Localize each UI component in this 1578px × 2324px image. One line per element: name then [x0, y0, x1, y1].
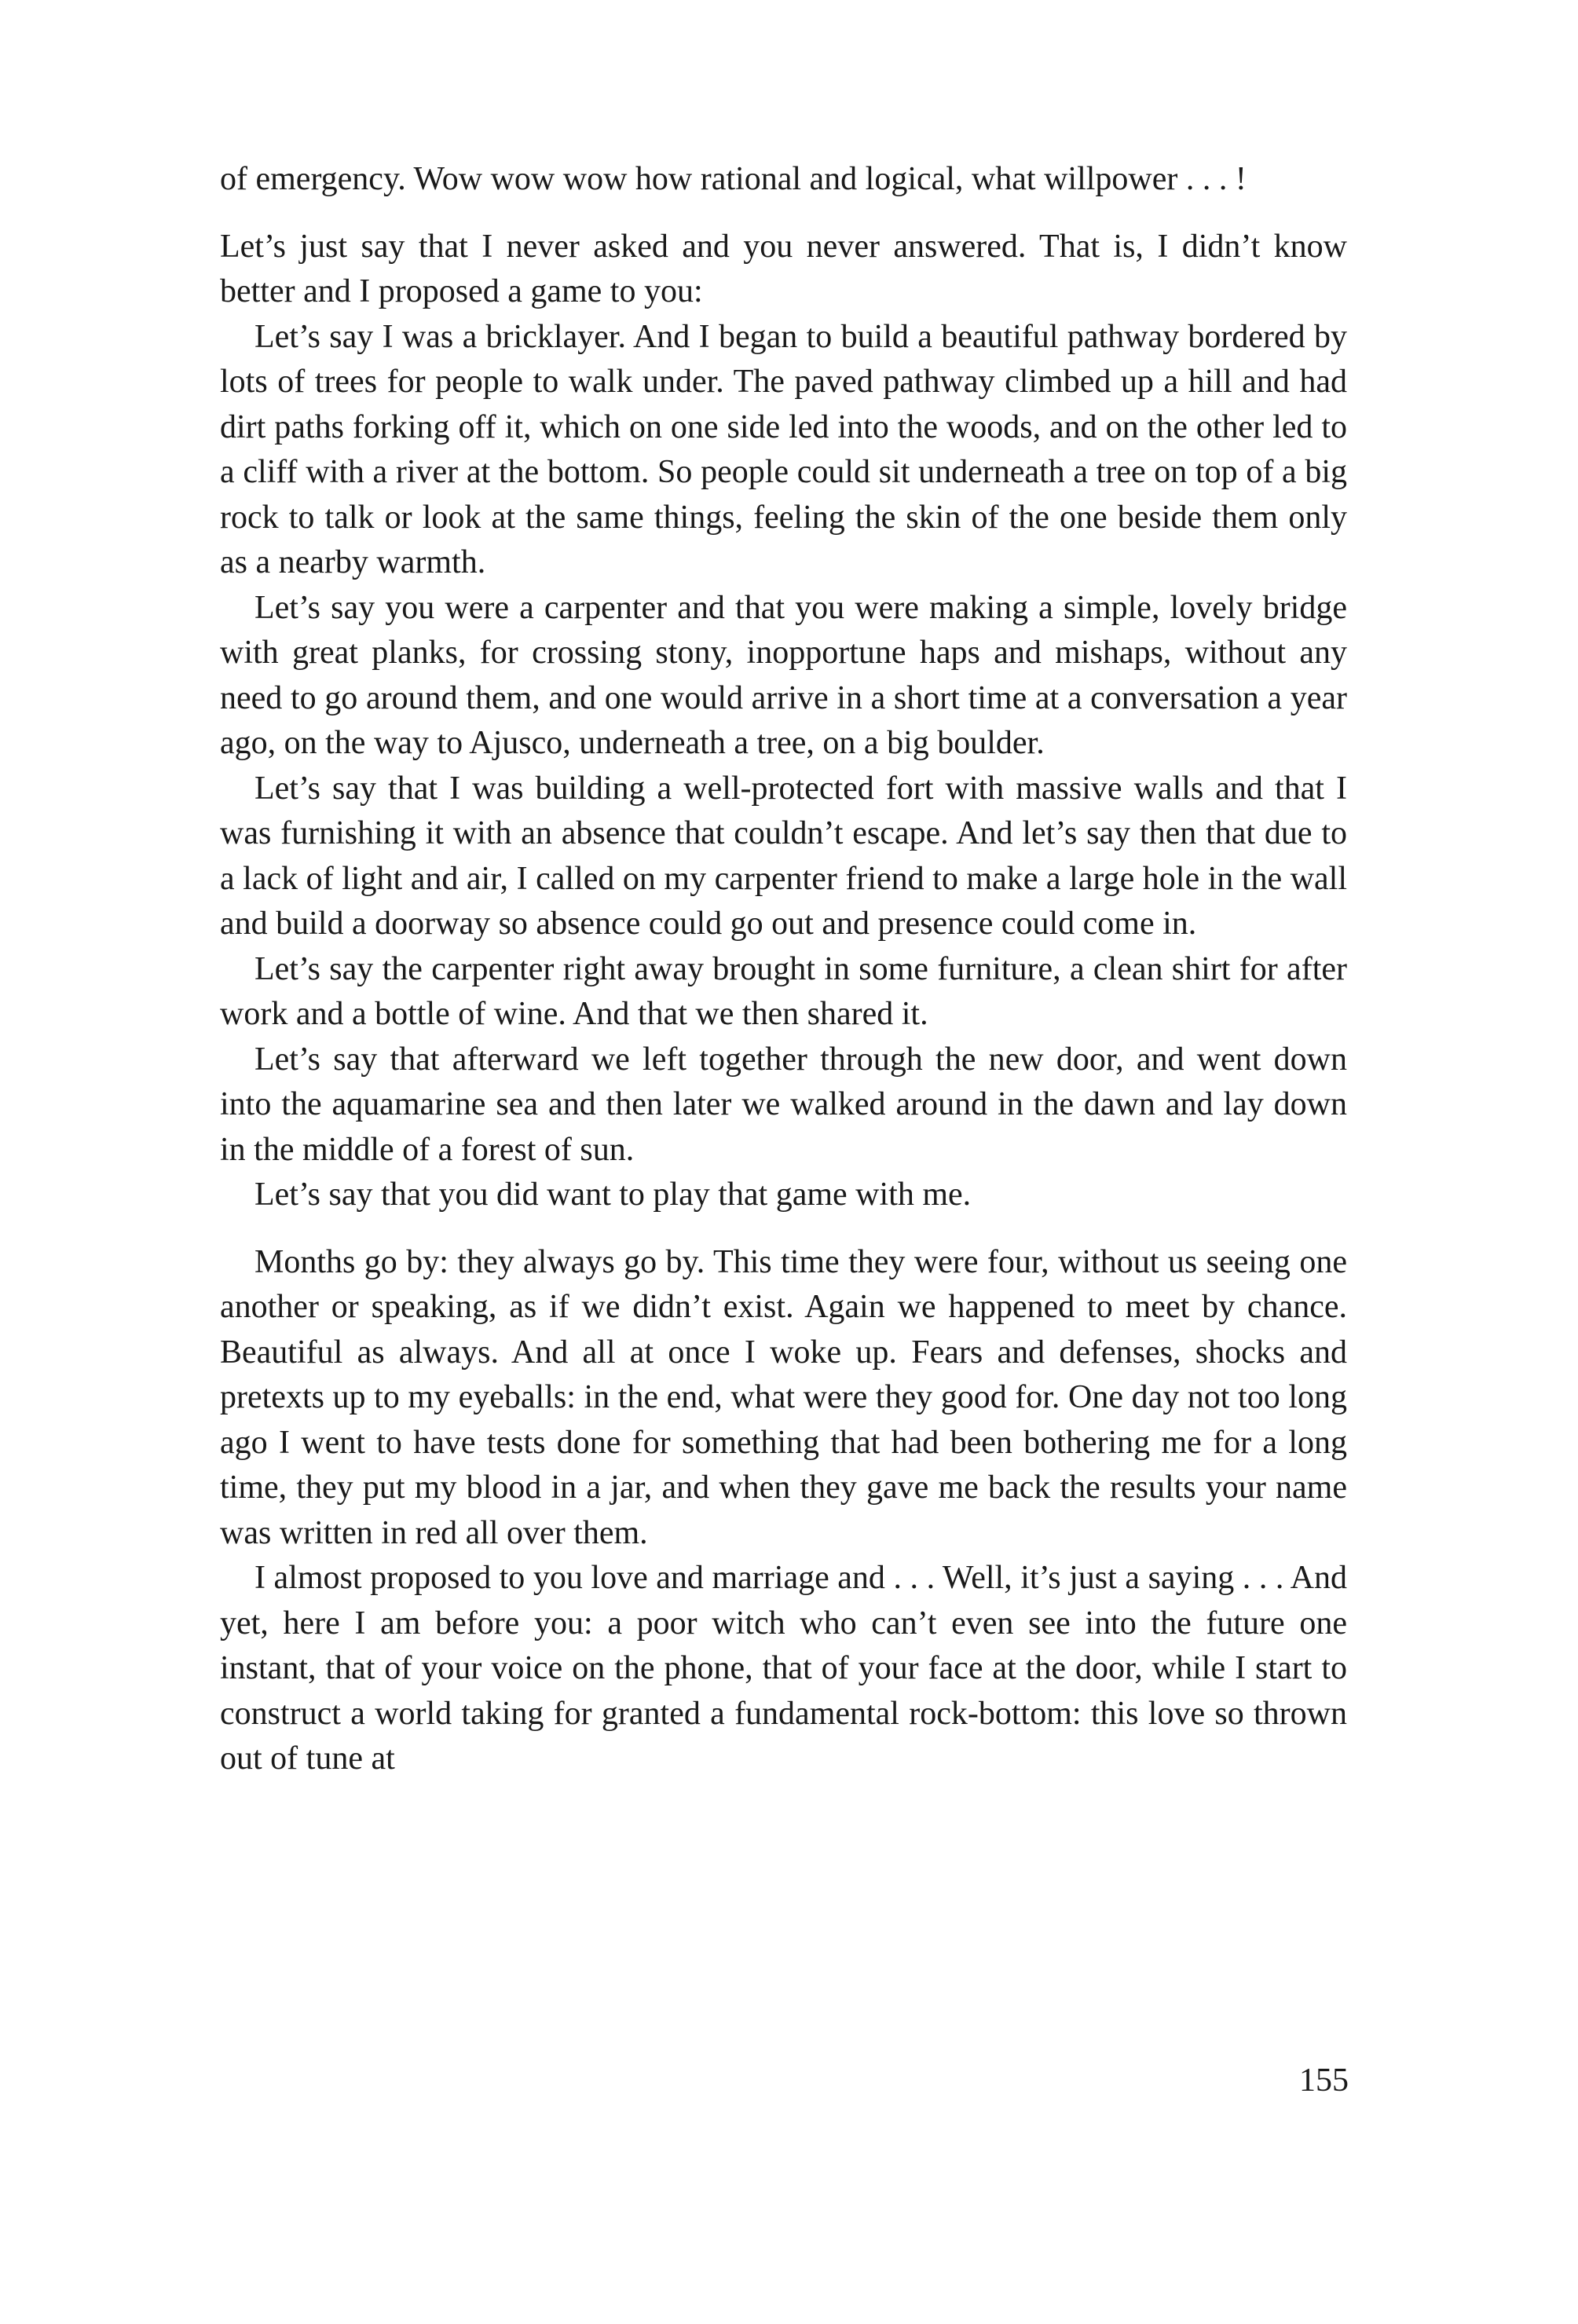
paragraph: Let’s just say that I never asked and you never answered. That is, I didn’t know better and I proposed a game to you:: [220, 228, 1347, 309]
paragraph: Let’s say that I was building a well-protected fort with massive walls and that I was furnishing it with an absence that couldn’t escape. And let’s say then that due to a lack of light and air, I called on my carpenter friend to make a large hole in the wall and build a doorway so absence could go out and presence could come in.: [220, 770, 1347, 942]
paragraph: Let’s say that afterward we left together through the new door, and went down into the aquamarine sea and then later we walked around in the dawn and lay down in the middle of a forest of sun.: [220, 1041, 1347, 1168]
paragraph: Let’s say the carpenter right away brought in some furniture, a clean shirt for after work and a bottle of wine. And that we then shared it.: [220, 950, 1347, 1032]
paragraph: Months go by: they always go by. This time they were four, without us seeing one another or speaking, as if we didn’t exist. Again we happened to meet by chance. Beautiful as always. And all at once I woke up. Fears and defenses, shocks and pretexts up to my eyeballs: in the end, what were they good for. One day not too long ago I went to have tests done for something that had been bothering me for a long time, they put my blood in a jar, and when they gave me back the results your name was written in red all over them.: [220, 1243, 1347, 1551]
paragraph-continuation: of emergency. Wow wow wow how rational and logical, what willpower . . . !: [220, 161, 1247, 197]
paragraph: Let’s say you were a carpenter and that you were making a simple, lovely bridge with great planks, for crossing stony, inopportune haps and mishaps, without any need to go around them, and one would arrive in a short time at a conversation a year ago, on the way to Ajusco, underneath a tree, on a big boulder.: [220, 589, 1347, 761]
page-number: 155: [1299, 2062, 1349, 2099]
paragraph: I almost proposed to you love and marriage and . . . Well, it’s just a saying . . . And yet, here I am before you: a poor witch who can’t even see into the future one instant, that of your voice on the phone, that of your face at the door, while I start to construct a world taking for granted a fundamental rock-bottom: this love so thrown out of tune at: [220, 1560, 1347, 1777]
paragraph: Let’s say I was a bricklayer. And I began to build a beautiful pathway bordered by lots of trees for people to walk under. The paved pathway climbed up a hill and had dirt paths forking off it, which on one side led into the woods, and on the other led to a cliff with a river at the bottom. So people could sit underneath a tree on top of a big rock to talk or look at the same things, feeling the skin of the one beside them only as a nearby warmth.: [220, 318, 1347, 580]
paragraph: Let’s say that you did want to play that game with me.: [254, 1177, 972, 1213]
body-text: [220, 157, 1347, 1782]
